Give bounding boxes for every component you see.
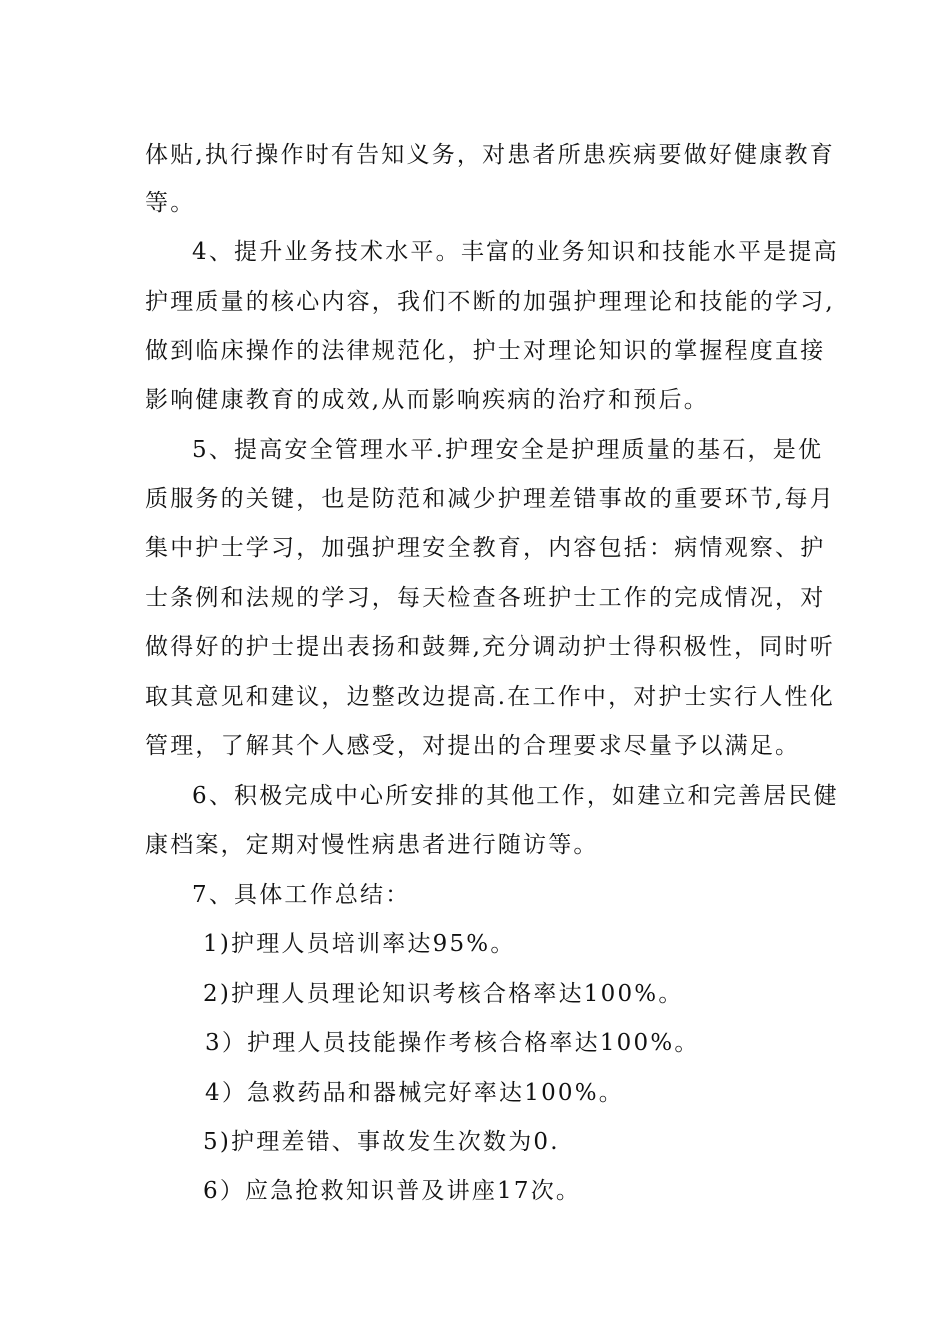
paragraph-5-line-6: 取其意见和建议，边整改边提高.在工作中，对护士实行人性化 — [145, 684, 835, 710]
summary-item-4: 4）急救药品和器械完好率达100%。 — [205, 1080, 624, 1106]
paragraph-4-line-4: 影响健康教育的成效,从而影响疾病的治疗和预后。 — [145, 387, 709, 413]
paragraph-intro-line-1: 体贴,执行操作时有告知义务，对患者所患疾病要做好健康教育 — [145, 142, 835, 168]
paragraph-5-line-5: 做得好的护士提出表扬和鼓舞,充分调动护士得积极性，同时听 — [145, 634, 835, 660]
summary-item-2: 2)护理人员理论知识考核合格率达100%。 — [203, 981, 684, 1007]
summary-item-5: 5)护理差错、事故发生次数为0. — [203, 1129, 560, 1155]
summary-item-1: 1)护理人员培训率达95%。 — [203, 931, 516, 957]
paragraph-intro-line-2: 等。 — [145, 190, 196, 216]
paragraph-6-line-2: 康档案，定期对慢性病患者进行随访等。 — [145, 832, 599, 858]
summary-item-6: 6）应急抢救知识普及讲座17次。 — [203, 1178, 582, 1204]
paragraph-6-line-1: 6、积极完成中心所安排的其他工作，如建立和完善居民健 — [192, 783, 839, 809]
paragraph-5-line-1: 5、提高安全管理水平.护理安全是护理质量的基石，是优 — [192, 437, 824, 463]
summary-item-3: 3）护理人员技能操作考核合格率达100%。 — [205, 1030, 700, 1056]
paragraph-4-line-3: 做到临床操作的法律规范化，护士对理论知识的掌握程度直接 — [145, 338, 826, 364]
paragraph-5-line-7: 管理，了解其个人感受，对提出的合理要求尽量予以满足。 — [145, 733, 801, 759]
paragraph-5-line-4: 士条例和法规的学习，每天检查各班护士工作的完成情况，对 — [145, 585, 826, 611]
paragraph-5-line-2: 质服务的关键，也是防范和减少护理差错事故的重要环节,每月 — [145, 486, 835, 512]
paragraph-4-line-2: 护理质量的核心内容，我们不断的加强护理理论和技能的学习, — [145, 289, 835, 315]
paragraph-7-heading: 7、具体工作总结： — [192, 882, 411, 908]
paragraph-5-line-3: 集中护士学习，加强护理安全教育，内容包括：病情观察、护 — [145, 535, 826, 561]
paragraph-4-line-1: 4、提升业务技术水平。丰富的业务知识和技能水平是提高 — [192, 239, 839, 265]
